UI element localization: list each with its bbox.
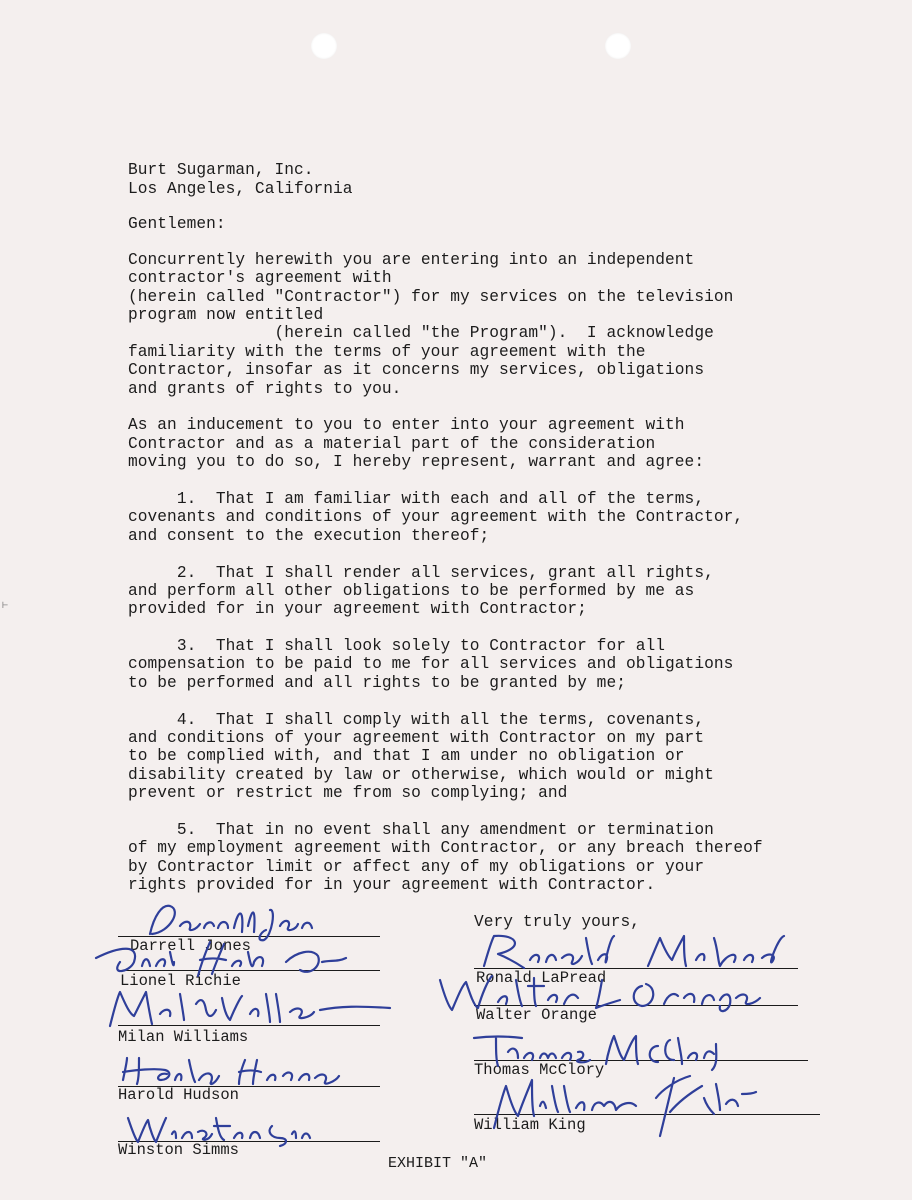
address-line-1: Burt Sugarman, Inc. xyxy=(128,161,314,179)
item-line: covenants and conditions of your agreement with the Contractor, xyxy=(128,508,744,526)
handwritten-signature xyxy=(480,1064,780,1144)
item-line: to be performed and all rights to be granted by me; xyxy=(128,674,626,692)
handwritten-signature xyxy=(120,1104,320,1150)
signatory-name: Walter Orange xyxy=(476,1006,597,1024)
signatory-name: Darrell Jones xyxy=(130,937,251,955)
item-line: rights provided for in your agreement with Contractor. xyxy=(128,876,656,894)
handwritten-signature xyxy=(115,1046,365,1092)
item-line: 2. That I shall render all services, grant all rights, xyxy=(128,564,714,582)
item-line: 5. That in no event shall any amendment or termination xyxy=(128,821,714,839)
item-line: 3. That I shall look solely to Contractor for all xyxy=(128,637,666,655)
margin-mark: ⊢ xyxy=(2,601,9,612)
signatory-name: Lionel Richie xyxy=(120,972,241,990)
exhibit-label: EXHIBIT "A" xyxy=(388,1155,488,1172)
para1-line: familiarity with the terms of your agreement with the xyxy=(128,343,646,361)
item-line: to be complied with, and that I am under no obligation or xyxy=(128,747,685,765)
item-line: and conditions of your agreement with Contractor on my part xyxy=(128,729,705,747)
punch-hole-right xyxy=(605,33,631,59)
item-line: disability created by law or otherwise, which would or might xyxy=(128,766,714,784)
signatory-name: Thomas McClory xyxy=(474,1061,605,1079)
para2-line: As an inducement to you to enter into your agreement with xyxy=(128,416,685,434)
item-line: of my employment agreement with Contractor, or any breach thereof xyxy=(128,839,763,857)
item-line: by Contractor limit or affect any of my obligations or your xyxy=(128,858,705,876)
handwritten-signature xyxy=(90,932,360,984)
item-line: 4. That I shall comply with all the terms, covenants, xyxy=(128,711,705,729)
para1-line: contractor's agreement with xyxy=(128,269,392,287)
para1-line: Contractor, insofar as it concerns my services, obligations xyxy=(128,361,705,379)
signatory-name: Winston Simms xyxy=(118,1141,239,1159)
para1-line: (herein called "Contractor") for my services on the television xyxy=(128,288,734,306)
item-line: provided for in your agreement with Contractor; xyxy=(128,600,587,618)
signatory-name: William King xyxy=(474,1116,586,1134)
address-line-2: Los Angeles, California xyxy=(128,180,353,198)
para2-line: Contractor and as a material part of the consideration xyxy=(128,435,656,453)
punch-hole-left xyxy=(311,33,337,59)
signatory-name: Milan Williams xyxy=(118,1028,249,1046)
handwritten-signature xyxy=(100,980,400,1036)
item-line: 1. That I am familiar with each and all of the terms, xyxy=(128,490,705,508)
para1-line: Concurrently herewith you are entering into an independent xyxy=(128,251,695,269)
signatory-name: Harold Hudson xyxy=(118,1086,239,1104)
para1-line: program now entitled xyxy=(128,306,324,324)
handwritten-signature xyxy=(432,964,772,1020)
closing: Very truly yours, xyxy=(474,913,640,931)
item-line: prevent or restrict me from so complying; and xyxy=(128,784,568,802)
para1-line: (herein called "the Program"). I acknowledge xyxy=(128,324,714,342)
salutation: Gentlemen: xyxy=(128,215,226,233)
para1-line: and grants of rights to you. xyxy=(128,380,402,398)
item-line: compensation to be paid to me for all services and obligations xyxy=(128,655,734,673)
para2-line: moving you to do so, I hereby represent, warrant and agree: xyxy=(128,453,705,471)
signatory-name: Ronald LaPread xyxy=(476,969,607,987)
item-line: and consent to the execution thereof; xyxy=(128,527,490,545)
item-line: and perform all other obligations to be performed by me as xyxy=(128,582,695,600)
